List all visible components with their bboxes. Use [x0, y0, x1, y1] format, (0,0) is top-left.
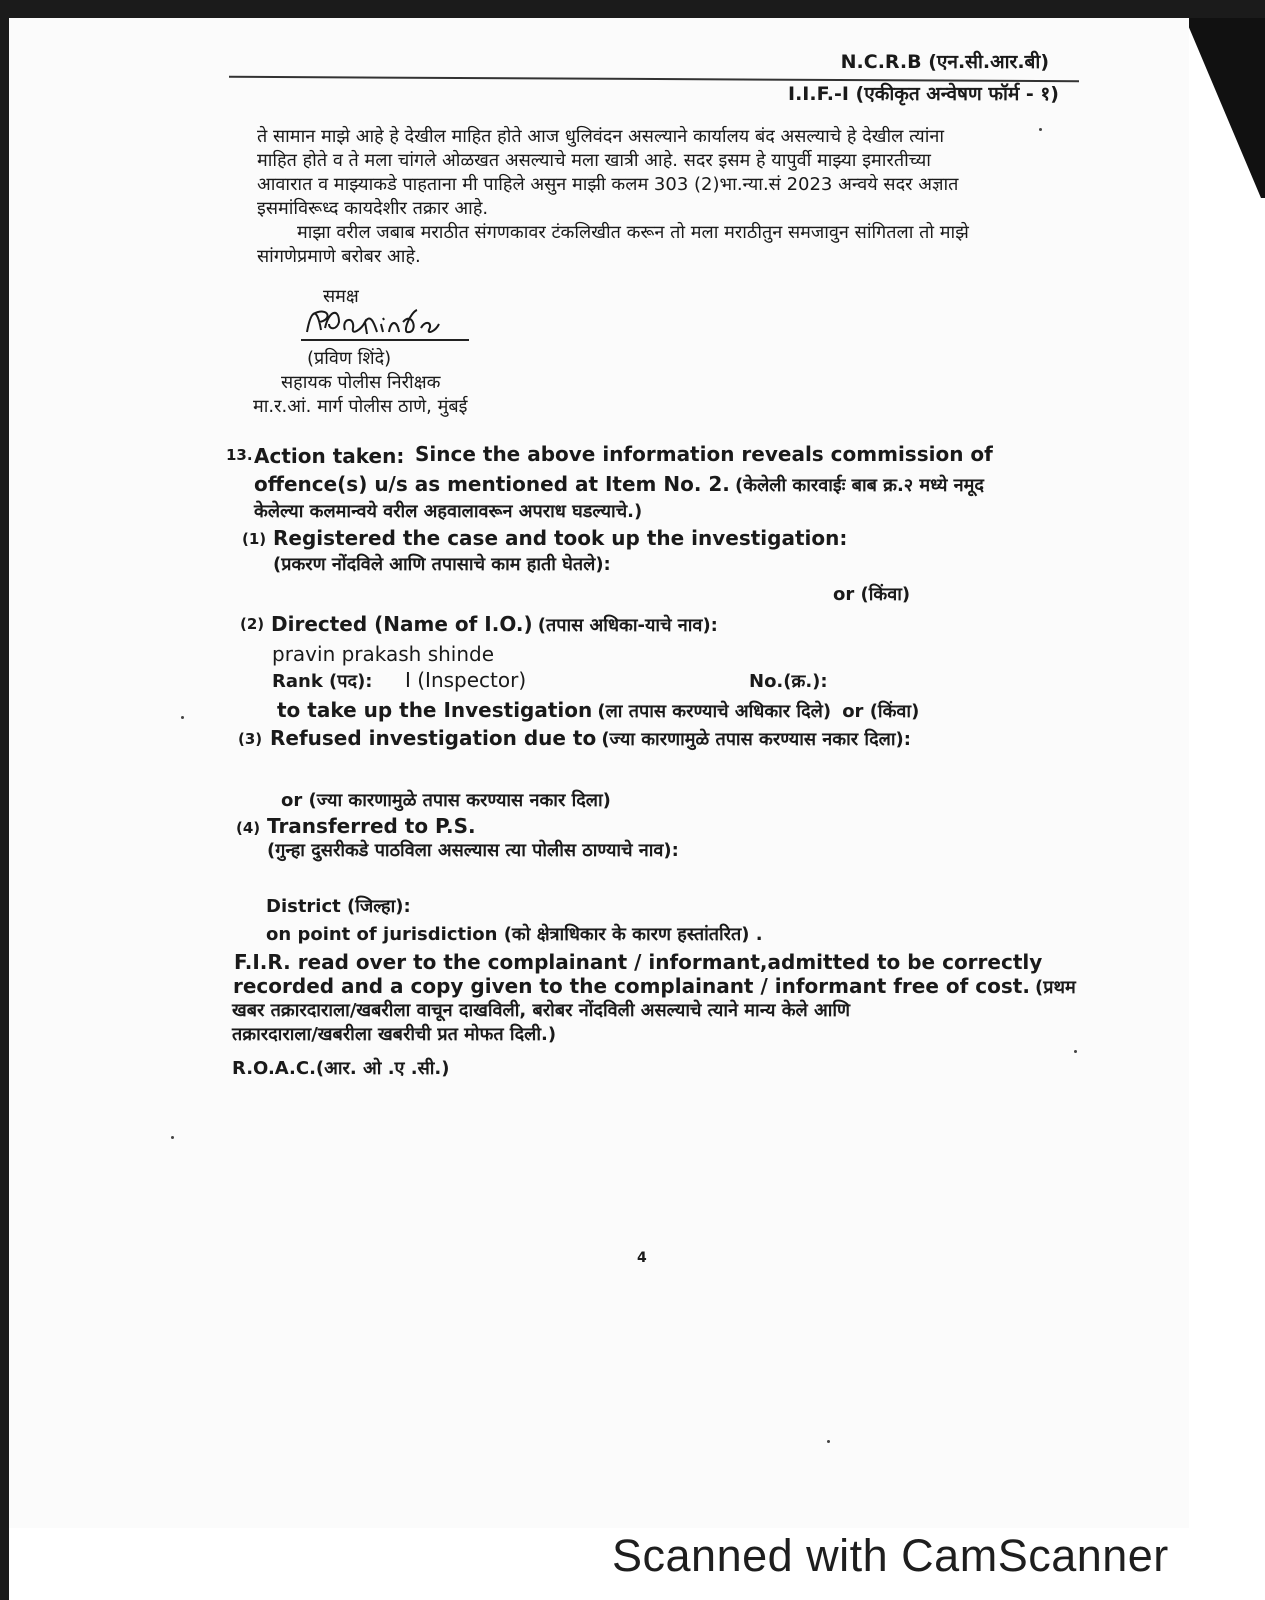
item3-number: (3) [238, 730, 263, 748]
page-number: 4 [637, 1250, 647, 1266]
fir-line2-mr: (प्रथम [1035, 977, 1076, 998]
statement-line: ते सामान माझे आहे हे देखील माहित होते आज धुलिवंदन असल्याने कार्यालय बंद असल्याचे हे देखील त्यांना [257, 126, 945, 147]
statement-line: माहित होते व ते मला चांगले ओळखत असल्याचे मला खात्री आहे. सदर इसम हे यापुर्वी माझ्या इमारतीच्या [257, 150, 931, 171]
signature-image [299, 300, 479, 349]
iif-header: I.I.F.-I (एकीकृत अन्वेषण फॉर्म - १) [788, 83, 1059, 105]
item3-label [270, 726, 911, 751]
item2-number: (2) [240, 615, 265, 633]
action-line2 [254, 472, 984, 497]
scan-speck [827, 1440, 830, 1443]
officer-name: (प्रविण शिंदे) [307, 348, 392, 369]
or-label-3: or (ज्या कारणामुळे तपास करण्यास नकार दिला) [281, 790, 611, 811]
statement-line: सांगणेप्रमाणे बरोबर आहे. [257, 246, 421, 267]
item3-label-en: Refused investigation due to [270, 726, 597, 750]
statement-line: आवारात व माझ्याकडे पाहताना मी पाहिले असुन माझी कलम 303 (2)भा.न्या.सं 2023 अन्वये सदर अज्ञात [257, 174, 959, 195]
action-line1: Since the above information reveals commission of [415, 442, 993, 466]
or-label-1: or (किंवा) [833, 584, 911, 605]
scan-shadow [1185, 18, 1265, 198]
camscanner-watermark: Scanned with CamScanner [612, 1530, 1169, 1581]
top-border [0, 0, 1265, 18]
fir-line3: खबर तक्रारदाराला/खबरीला वाचून दाखविली, बरोबर नोंदविली असल्याचे त्याने मान्य केले आणि [232, 1000, 851, 1021]
action-line3: केलेल्या कलमान्वये वरील अहवालावरून अपराध घडल्याचे.) [254, 501, 643, 522]
officer-rank: सहायक पोलीस निरीक्षक [281, 372, 441, 393]
take-up-en: to take up the Investigation [277, 698, 593, 722]
item4-label: Transferred to P.S. [267, 814, 476, 838]
item4-marathi: (गुन्हा दुसरीकडे पाठविला असल्यास त्या पोलीस ठाण्याचे नाव): [267, 840, 679, 861]
fir-line4: तक्रारदाराला/खबरीला खबरीची प्रत मोफत दिली.) [232, 1024, 557, 1045]
fir-line1: F.I.R. read over to the complainant / informant,admitted to be correctly [234, 950, 1043, 974]
no-label: No.(क्र.): [749, 671, 828, 692]
jurisdiction-line: on point of jurisdiction (को क्षेत्राधिकार के कारण हस्तांतरित) . [266, 924, 763, 945]
item3-label-mr: (ज्या कारणामुळे तपास करण्यास नकार दिला): [601, 729, 911, 750]
signature-line [301, 339, 469, 341]
item1-marathi: (प्रकरण नोंदविले आणि तपासाचे काम हाती घेतले): [273, 554, 611, 575]
scan-speck [1039, 128, 1042, 131]
rank-label: Rank (पद): [272, 671, 373, 692]
item1-number: (1) [242, 530, 267, 548]
statement-line: इसमांविरूध्द कायदेशीर तक्रार आहे. [257, 198, 489, 219]
scanned-page [9, 18, 1189, 1528]
item2-label-en: Directed (Name of I.O.) [271, 612, 533, 636]
take-up-line [277, 698, 919, 723]
ncrb-header: N.C.R.B (एन.सी.आर.बी) [840, 51, 1049, 73]
take-up-or: or (किंवा) [842, 701, 920, 722]
police-station: मा.र.आं. मार्ग पोलीस ठाणे, मुंबई [253, 396, 468, 417]
item2-label [271, 612, 718, 637]
action-taken-title: Action taken: [254, 444, 405, 468]
before-label: समक्ष [323, 286, 359, 307]
io-name-value: pravin prakash shinde [272, 642, 495, 666]
scan-speck [181, 716, 184, 719]
roac-label: R.O.A.C.(आर. ओ .ए .सी.) [232, 1058, 450, 1079]
statement-line: माझा वरील जबाब मराठीत संगणकावर टंकलिखीत करून तो मला मराठीतुन समजावुन सांगितला तो माझे [297, 222, 969, 243]
take-up-mr: (ला तपास करण्याचे अधिकार दिले) [597, 701, 832, 722]
scan-speck [1074, 1050, 1077, 1053]
item4-number: (4) [236, 819, 261, 837]
section-number: 13. [226, 446, 253, 464]
item2-label-mr: (तपास अधिका-याचे नाव): [537, 615, 718, 636]
rank-value: I (Inspector) [405, 668, 527, 692]
scan-speck [171, 1136, 174, 1139]
fir-line2 [233, 974, 1076, 999]
action-line2-en: offence(s) u/s as mentioned at Item No. 2. [254, 472, 730, 496]
item1-label: Registered the case and took up the investigation: [273, 526, 848, 550]
left-border [0, 0, 9, 1600]
district-label: District (जिल्हा): [266, 896, 411, 917]
fir-line2-en: recorded and a copy given to the complainant / informant free of cost. [233, 974, 1030, 998]
action-line2-mr: (केलेली कारवाईः बाब क्र.२ मध्ये नमूद [735, 475, 984, 496]
